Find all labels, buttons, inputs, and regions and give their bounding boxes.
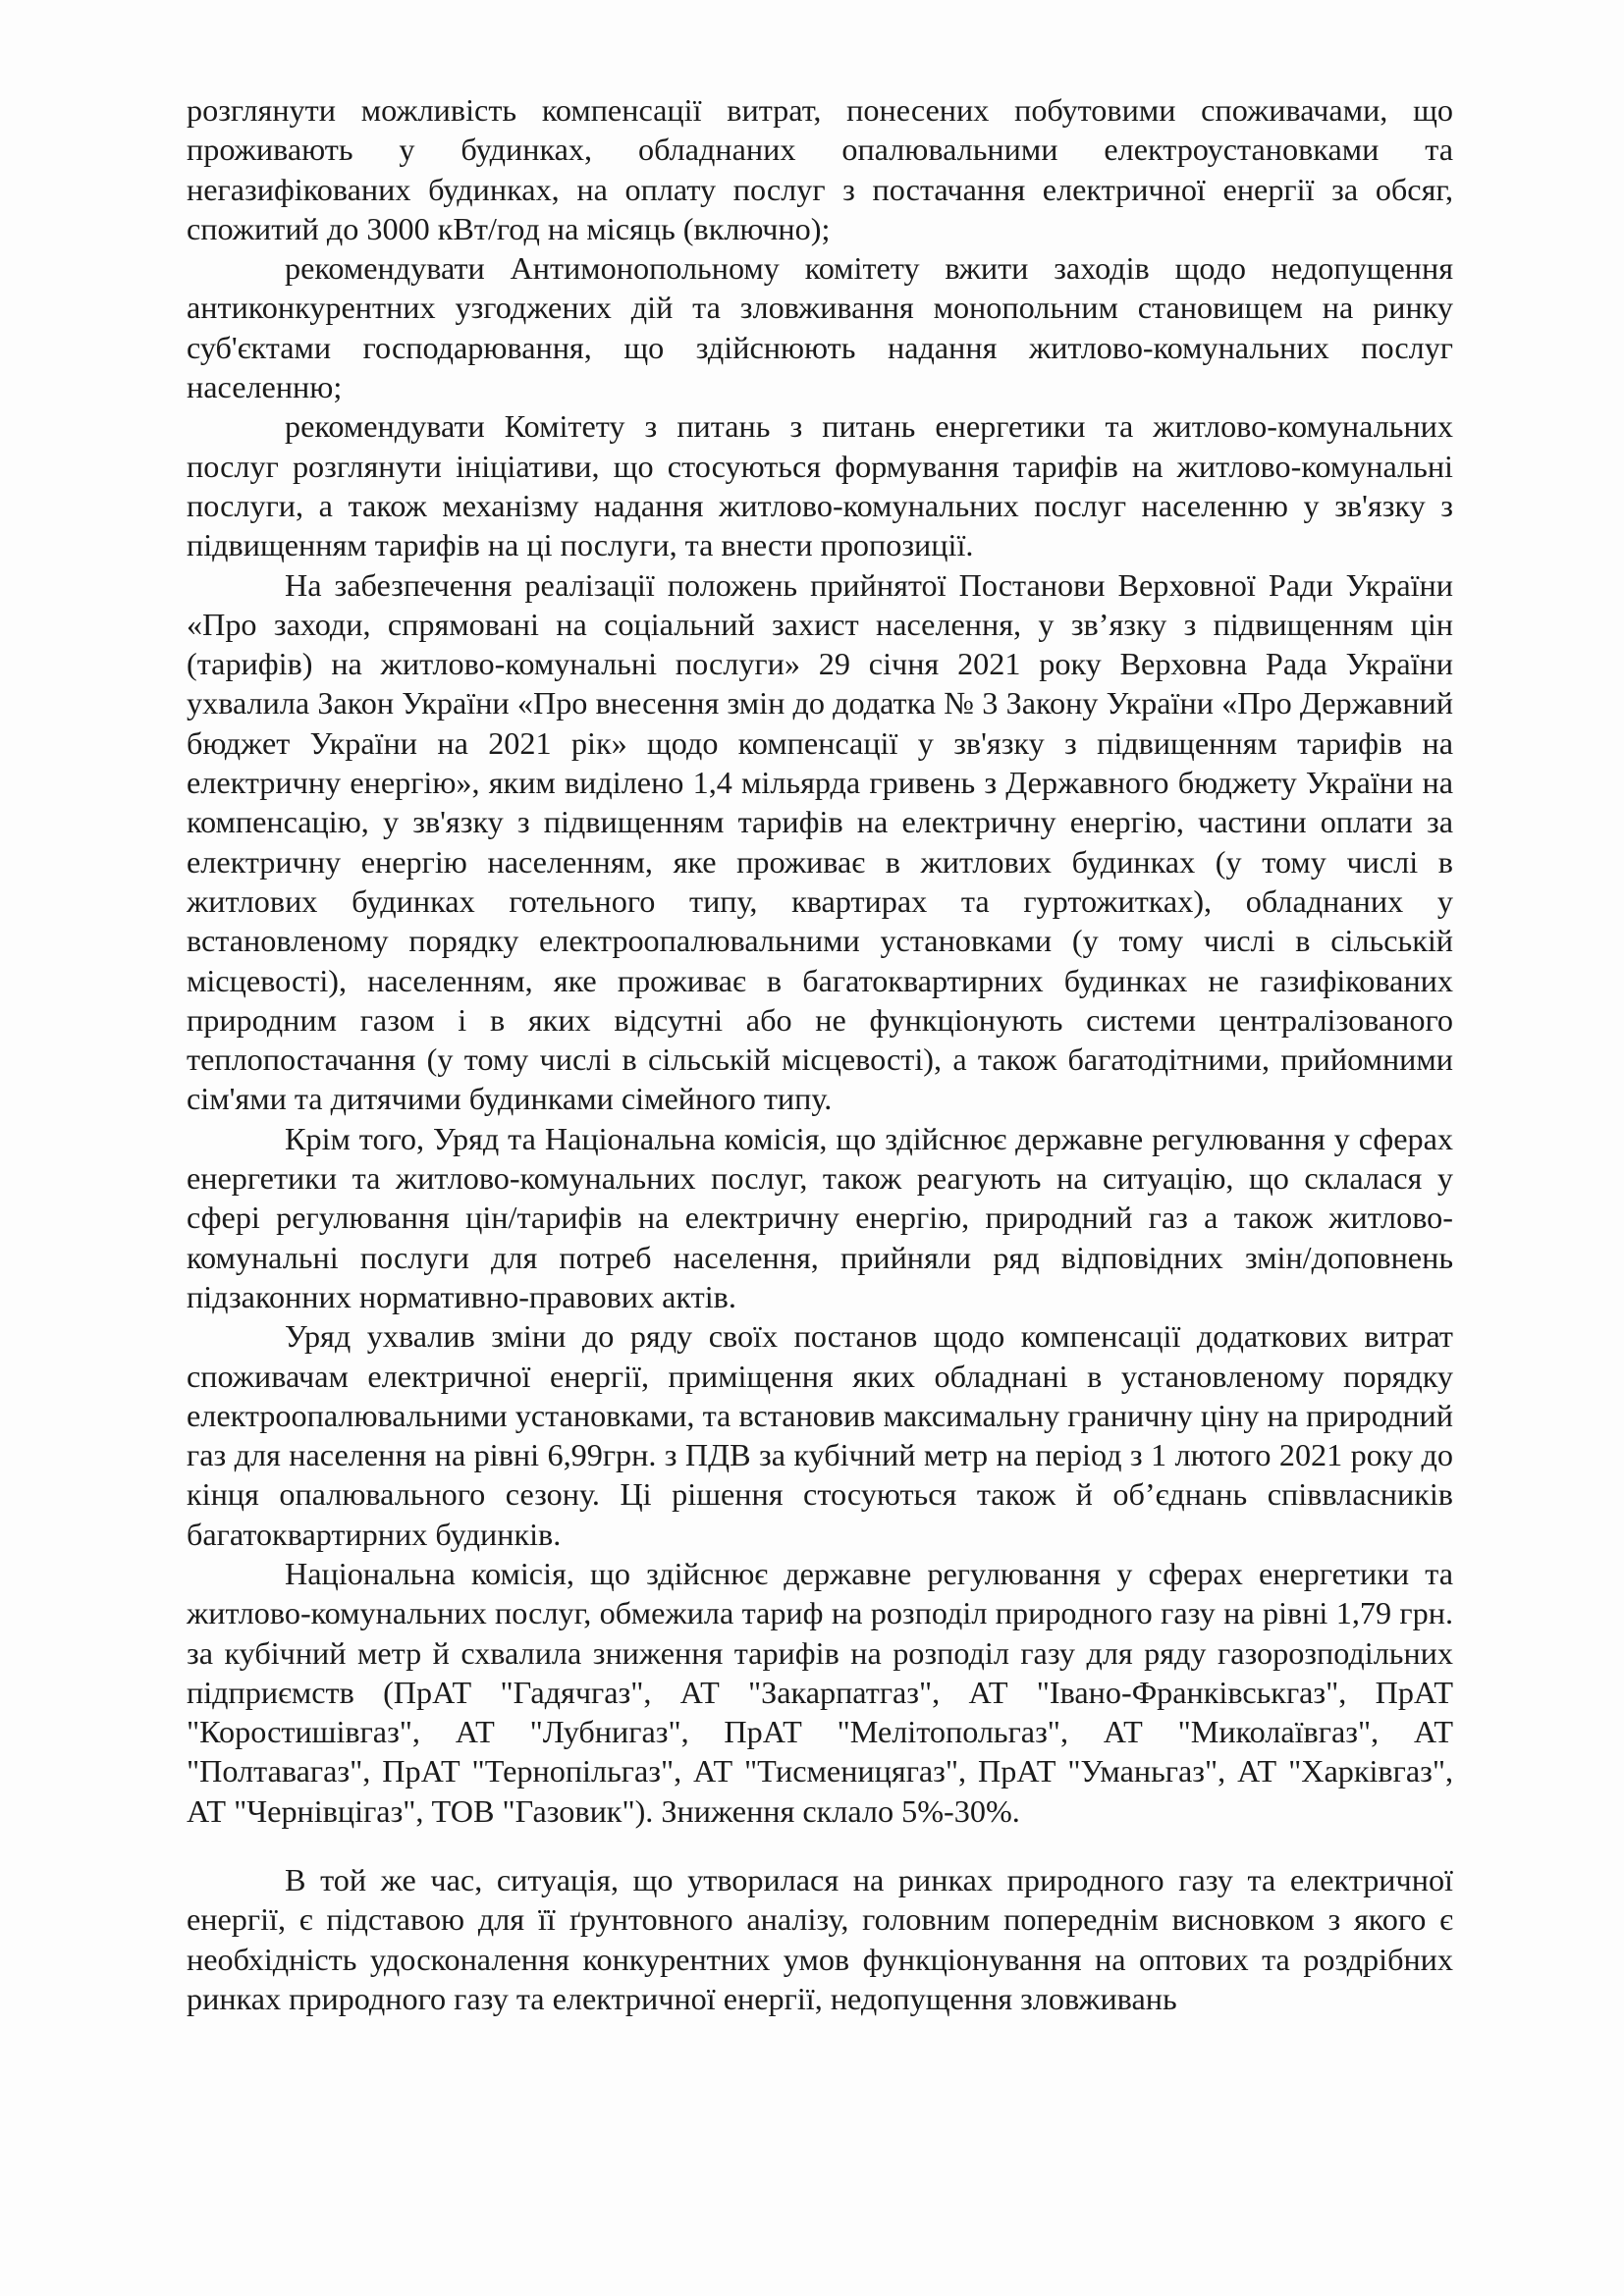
paragraph-market-analysis: В той же час, ситуація, що утворилася на ринках природного газу та електричної енергії, є підставою для її ґрунтовного аналізу, головним попереднім висновком з якого є необхідність удосконалення конкурентних умов функціонування на оптових та роздрібних ринках природного газу та електричної енергії, недопущення зловживань — [187, 1862, 1453, 2016]
paragraph-government-decisions: Уряд ухвалив зміни до ряду своїх постанов щодо компенсації додаткових витрат споживачам електричної енергії, приміщення яких обладнані в установленому порядку електроопалювальними установками, та встановив максимальну граничну ціну на природний газ для населення на рівні 6,99грн. з ПДВ за кубічний метр на період з 1 лютого 2021 року до кінця опалювального сезону. Ці рішення стосуються також й об’єднань співвласників багатоквартирних будинків. — [187, 1318, 1453, 1552]
paragraph-government-commission: Крім того, Уряд та Національна комісія, що здійснює державне регулювання у сферах енергетики та житлово-комунальних послуг, також реагують на ситуацію, що склалася у сфері регулювання цін/тарифів на електричну енергію, природний газ а також житлово-комунальні послуги для потреб населення, прийняли ряд відповідних змін/доповнень підзаконних нормативно-правових актів. — [187, 1120, 1453, 1314]
paragraph-committee: рекомендувати Комітету з питань з питань енергетики та житлово-комунальних послуг розглянути ініціативи, що стосуються формування тарифів на житлово-комунальні послуги, а також механізму надання житлово-комунальних послуг населенню у зв'язку з підвищенням тарифів на ці послуги, та внести пропозиції. — [187, 408, 1453, 563]
paragraph-national-commission: Національна комісія, що здійснює державне регулювання у сферах енергетики та житлово-комунальних послуг, обмежила тариф на розподіл природного газу на рівні 1,79 грн. за кубічний метр й схвалила зниження тарифів на розподіл газу для ряду газорозподільних підприємств (ПрАТ "Гадячгаз", АТ "Закарпатгаз", АТ "Івано-Франківськгаз", ПрАТ "Коростишівгаз", АТ "Лубнигаз", ПрАТ "Мелітопольгаз", АТ "Миколаївгаз", АТ "Полтавагаз", ПрАТ "Тернопільгаз", АТ "Тисменицягаз", ПрАТ "Уманьгаз", АТ "Харківгаз", АТ "Чернівцігаз", ТОВ "Газовик"). Зниження склало 5%-30%. — [187, 1555, 1453, 1829]
paragraph-law: На забезпечення реалізації положень прийнятої Постанови Верховної Ради України «Про заходи, спрямовані на соціальний захист населення, у зв’язку з підвищенням цін (тарифів) на житлово-комунальні послуги» 29 січня 2021 року Верховна Рада України ухвалила Закон України «Про внесення змін до додатка № 3 Закону України «Про Державний бюджет України на 2021 рік» щодо компенсації у зв'язку з підвищенням тарифів на електричну енергію», яким виділено 1,4 мільярда гривень з Державного бюджету України на компенсацію, у зв'язку з підвищенням тарифів на електричну енергію, частини оплати за електричну енергію населенням, яке проживає в житлових будинках (у тому числі в житлових будинках готельного типу, квартирах та гуртожитках), обладнаних у встановленому порядку електроопалювальними установками (у тому числі в сільській місцевості), населенням, яке проживає в багатоквартирних будинках не газифікованих природним газом і в яких відсутні або не функціонують системи централізованого теплопостачання (у тому числі в сільській місцевості), а також багатодітними, прийомними сім'ями та дитячими будинками сімейного типу. — [187, 566, 1453, 1117]
document-body — [187, 90, 1453, 2018]
paragraph-compensation: розглянути можливість компенсації витрат, понесених побутовими споживачами, що проживають у будинках, обладнаних опалювальними електроустановками та негазифікованих будинках, на оплату послуг з постачання електричної енергії за обсяг, спожитий до 3000 кВт/год на місяць (включно); — [187, 92, 1453, 246]
paragraph-antimonopoly: рекомендувати Антимонопольному комітету вжити заходів щодо недопущення антиконкурентних узгоджених дій та зловживання монопольним становищем на ринку суб'єктами господарювання, що здійснюють надання житлово-комунальних послуг населенню; — [187, 250, 1453, 405]
